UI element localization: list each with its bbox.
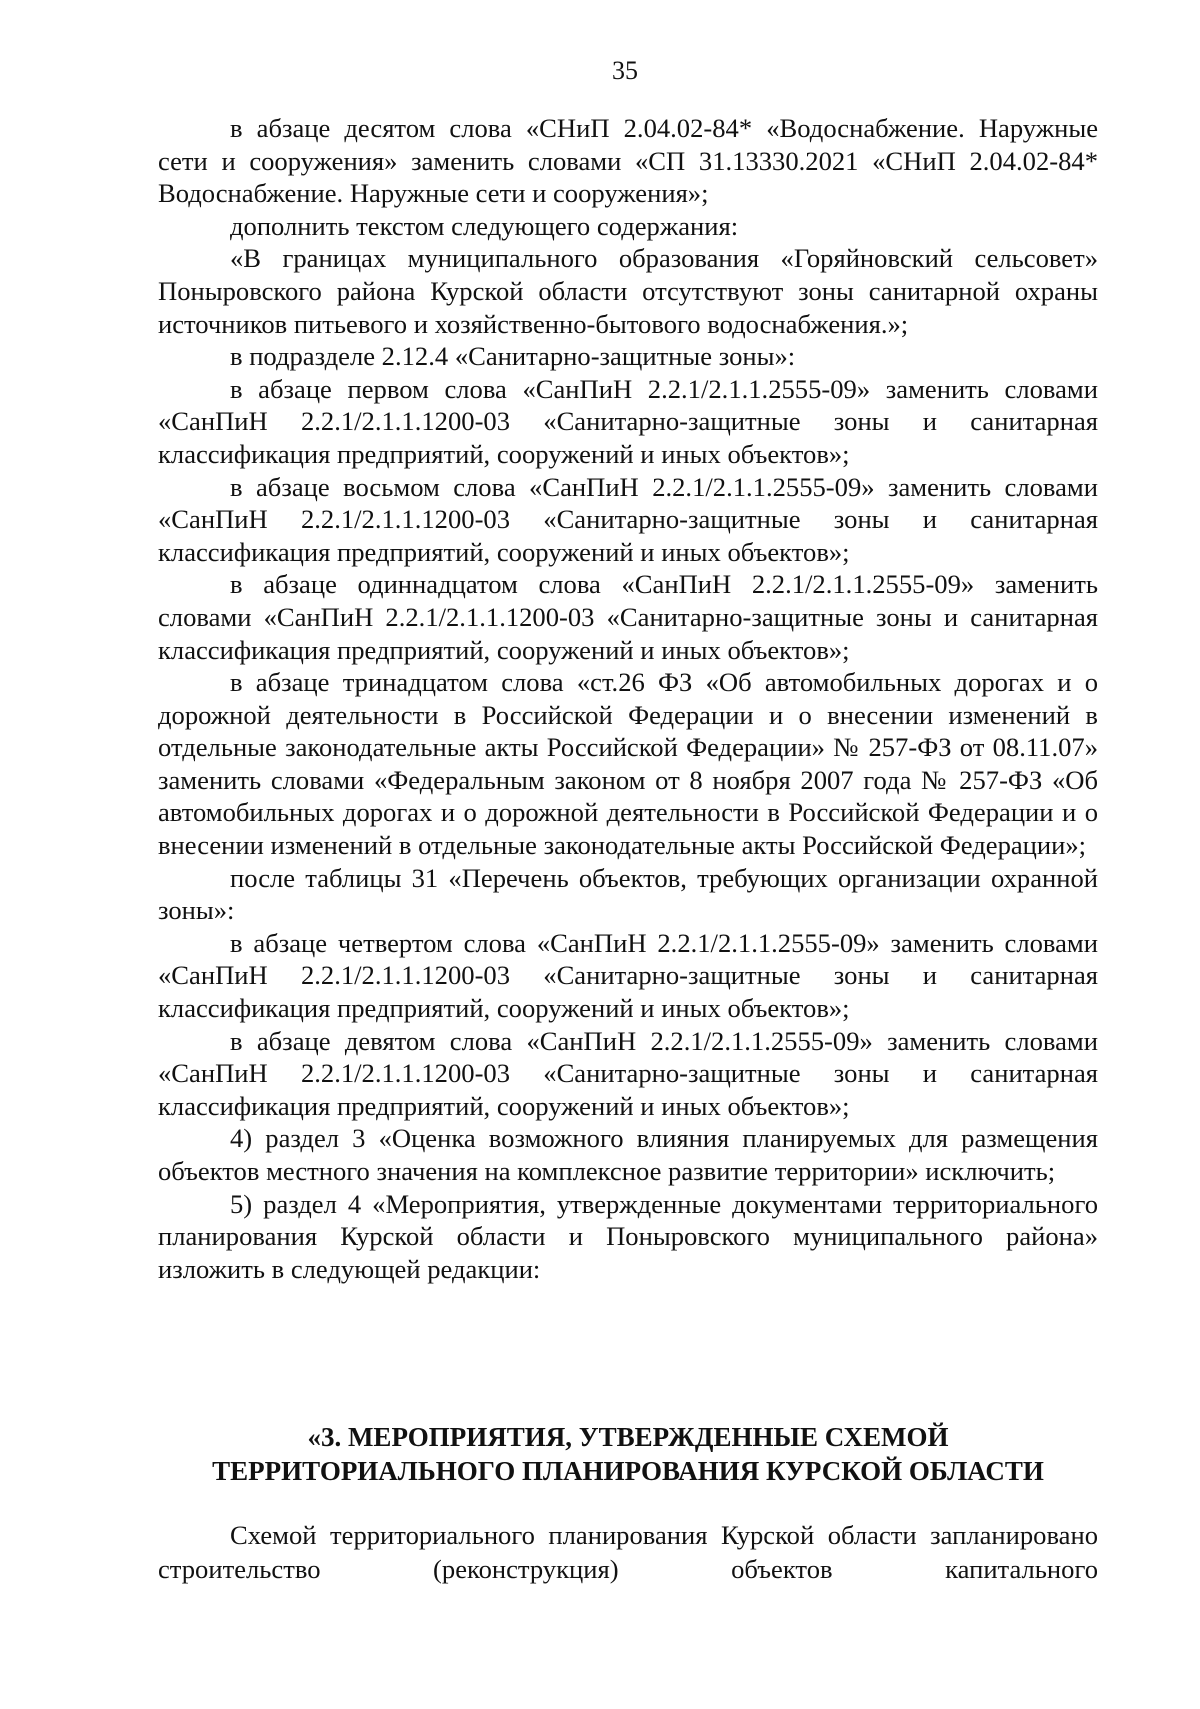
- closing-paragraph: Схемой территориального планирования Курской области запланировано строительство (реконструкция) объектов капитального: [158, 1520, 1098, 1584]
- paragraph: в абзаце десятом слова «СНиП 2.04.02-84* «Водоснабжение. Наружные сети и сооружения» заменить словами «СП 31.13330.2021 «СНиП 2.04.02-84* Водоснабжение. Наружные сети и сооружения»;: [158, 113, 1098, 209]
- paragraph: дополнить текстом следующего содержания:: [230, 210, 739, 241]
- heading-line-2: ТЕРРИТОРИАЛЬНОГО ПЛАНИРОВАНИЯ КУРСКОЙ ОБЛАСТИ: [212, 1456, 1044, 1486]
- paragraph: в абзаце четвертом слова «СанПиН 2.2.1/2.1.1.2555-09» заменить словами «СанПиН 2.2.1/2.1.1.1200-03 «Санитарно-защитные зоны и санитарная классификация предприятий, сооружений и иных объектов»;: [158, 927, 1098, 1024]
- paragraph: 5) раздел 4 «Мероприятия, утвержденные документами территориального планирования Курской области и Поныровского муниципального района» изложить в следующей редакции:: [158, 1188, 1098, 1284]
- paragraph: в абзаце первом слова «СанПиН 2.2.1/2.1.1.2555-09» заменить словами «СанПиН 2.2.1/2.1.1.1200-03 «Санитарно-защитные зоны и санитарная классификация предприятий, сооружений и иных объектов»;: [158, 373, 1098, 469]
- paragraph: в абзаце девятом слова «СанПиН 2.2.1/2.1.1.2555-09» заменить словами «СанПиН 2.2.1/2.1.1.1200-03 «Санитарно-защитные зоны и санитарная классификация предприятий, сооружений и иных объектов»;: [158, 1025, 1098, 1121]
- paragraph: в подразделе 2.12.4 «Санитарно-защитные зоны»:: [230, 341, 796, 372]
- section-heading: [158, 1420, 1098, 1488]
- paragraph: «В границах муниципального образования «Горяйновский сельсовет» Поныровского района Курской области отсутствуют зоны санитарной охраны источников питьевого и хозяйственно-бытового водоснабжения.»;: [158, 243, 1098, 339]
- page-number: 35: [612, 56, 638, 85]
- paragraph: 4) раздел 3 «Оценка возможного влияния планируемых для размещения объектов местного значения на комплексное развитие территории» исключить;: [158, 1123, 1098, 1186]
- paragraph: в абзаце восьмом слова «СанПиН 2.2.1/2.1.1.2555-09» заменить словами «СанПиН 2.2.1/2.1.1.1200-03 «Санитарно-защитные зоны и санитарная классификация предприятий, сооружений и иных объектов»;: [158, 471, 1098, 567]
- paragraph: в абзаце одиннадцатом слова «СанПиН 2.2.1/2.1.1.2555-09» заменить словами «СанПиН 2.2.1/2.1.1.1200-03 «Санитарно-защитные зоны и санитарная классификация предприятий, сооружений и иных объектов»;: [158, 569, 1098, 665]
- heading-line-1: «3. МЕРОПРИЯТИЯ, УТВЕРЖДЕННЫЕ СХЕМОЙ: [307, 1422, 949, 1452]
- paragraph: в абзаце тринадцатом слова «ст.26 ФЗ «Об автомобильных дорогах и о дорожной деятельности в Российской Федерации и о внесении изменений в отдельные законодательные акты Российской Федерации» № 257-ФЗ от 08.11.07» заменить словами «Федеральным законом от 8 ноября 2007 года № 257-ФЗ «Об автомобильных дорогах и о дорожной деятельности в Российской Федерации и о внесении изменений в отдельные законодательные акты Российской Федерации»;: [158, 667, 1098, 861]
- paragraph: после таблицы 31 «Перечень объектов, требующих организации охранной зоны»:: [158, 862, 1098, 926]
- section-body: [158, 1518, 1098, 1586]
- amendment-text: [158, 112, 1098, 1285]
